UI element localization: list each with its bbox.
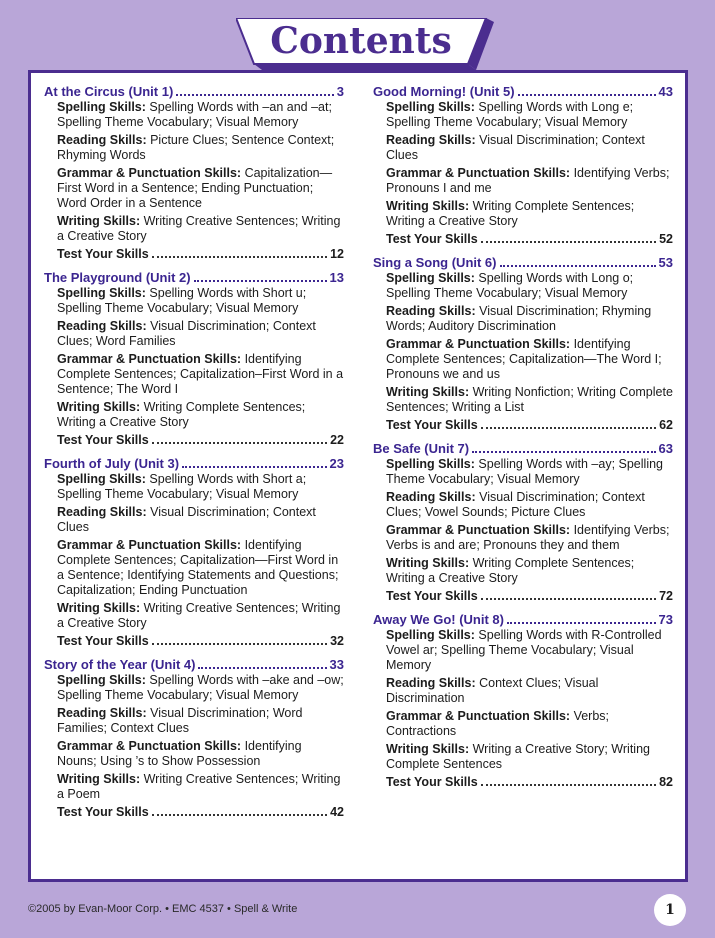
skill-label: Writing Skills: — [57, 400, 141, 414]
unit-title: Good Morning! (Unit 5) — [373, 84, 515, 99]
dot-leader — [152, 442, 327, 444]
skill-entry — [386, 556, 673, 586]
skill-label: Grammar & Punctuation Skills: — [386, 523, 571, 537]
test-your-skills-row[interactable] — [44, 634, 344, 649]
dot-leader — [481, 598, 656, 600]
test-your-skills-row[interactable] — [373, 775, 673, 790]
unit-page-number: 43 — [658, 84, 673, 99]
skill-label: Grammar & Punctuation Skills: — [386, 166, 571, 180]
unit-title: Story of the Year (Unit 4) — [44, 657, 196, 672]
test-label: Test Your Skills — [386, 775, 478, 789]
test-page-number: 52 — [659, 232, 673, 246]
skill-entry — [57, 505, 344, 535]
unit-title: Fourth of July (Unit 3) — [44, 456, 180, 471]
skill-list — [44, 673, 344, 802]
unit-section — [373, 255, 673, 433]
skill-description: Identifying Complete Sentences; Capitalization—The Word I; Pronouns we and us — [386, 337, 662, 381]
unit-section — [44, 270, 344, 448]
test-page-number: 42 — [330, 805, 344, 819]
skill-entry — [57, 739, 344, 769]
unit-title: At the Circus (Unit 1) — [44, 84, 174, 99]
unit-section — [44, 456, 344, 649]
skill-entry — [386, 709, 673, 739]
right-column — [373, 84, 673, 798]
skill-entry — [386, 628, 673, 673]
skill-description: Spelling Words with –ay; Spelling Theme Vocabulary; Visual Memory — [386, 457, 663, 486]
skill-entry — [386, 133, 673, 163]
test-page-number: 32 — [330, 634, 344, 648]
skill-entry — [57, 286, 344, 316]
skill-entry — [386, 523, 673, 553]
skill-label: Grammar & Punctuation Skills: — [57, 166, 242, 180]
test-your-skills-row[interactable] — [44, 805, 344, 820]
skill-entry — [57, 166, 344, 211]
skill-label: Grammar & Punctuation Skills: — [57, 538, 242, 552]
unit-page-number: 73 — [658, 612, 673, 627]
skill-description: Visual Discrimination; Context Clues — [386, 133, 645, 162]
test-page-number: 72 — [659, 589, 673, 603]
page-number: 1 — [654, 894, 686, 926]
skill-label: Writing Skills: — [386, 199, 470, 213]
skill-description: Visual Discrimination; Rhyming Words; Auditory Discrimination — [386, 304, 652, 333]
dot-leader — [481, 241, 656, 243]
skill-list — [373, 100, 673, 229]
test-label: Test Your Skills — [57, 805, 149, 819]
dot-leader — [176, 94, 333, 96]
test-your-skills-row[interactable] — [373, 232, 673, 247]
test-page-number: 82 — [659, 775, 673, 789]
skill-description: Spelling Words with R-Controlled Vowel ar; Spelling Theme Vocabulary; Visual Memory — [386, 628, 662, 672]
skill-description: Capitalization—First Word in a Sentence; Ending Punctuation; Word Order in a Sentence — [57, 166, 333, 210]
unit-page-number: 3 — [336, 84, 344, 99]
unit-title-row[interactable] — [44, 657, 344, 672]
skill-description: Identifying Verbs; Verbs is and are; Pronouns they and them — [386, 523, 670, 552]
dot-leader — [481, 784, 656, 786]
dot-leader — [472, 451, 655, 453]
skill-entry — [386, 199, 673, 229]
skill-description: Context Clues; Visual Discrimination — [386, 676, 599, 705]
copyright-footer: ©2005 by Evan-Moor Corp. • EMC 4537 • Spell & Write — [28, 903, 298, 915]
skill-description: Identifying Verbs; Pronouns I and me — [386, 166, 670, 195]
skill-label: Writing Skills: — [386, 385, 470, 399]
skill-label: Grammar & Punctuation Skills: — [57, 739, 242, 753]
skill-entry — [57, 706, 344, 736]
dot-leader — [194, 280, 327, 282]
unit-page-number: 13 — [329, 270, 344, 285]
skill-description: Spelling Words with Long e; Spelling Theme Vocabulary; Visual Memory — [386, 100, 634, 129]
skill-label: Reading Skills: — [386, 133, 476, 147]
skill-entry — [57, 133, 344, 163]
skill-description: Writing Creative Sentences; Writing a Creative Story — [57, 601, 341, 630]
unit-section — [373, 84, 673, 247]
skill-label: Writing Skills: — [57, 601, 141, 615]
unit-section — [44, 84, 344, 262]
test-page-number: 22 — [330, 433, 344, 447]
skill-list — [44, 472, 344, 631]
skill-label: Reading Skills: — [386, 676, 476, 690]
skill-entry — [57, 214, 344, 244]
skill-label: Spelling Skills: — [386, 628, 475, 642]
dot-leader — [500, 265, 656, 267]
skill-entry — [57, 319, 344, 349]
unit-page-number: 53 — [658, 255, 673, 270]
skill-list — [373, 628, 673, 772]
unit-page-number: 33 — [329, 657, 344, 672]
skill-entry — [57, 772, 344, 802]
skill-label: Writing Skills: — [57, 214, 141, 228]
skill-label: Reading Skills: — [57, 319, 147, 333]
dot-leader — [152, 256, 327, 258]
skill-description: Identifying Complete Sentences; Capitalization—First Word in a Sentence; Identifying Statements and Questions; Capitalization; Ending Punctuation — [57, 538, 339, 597]
test-page-number: 62 — [659, 418, 673, 432]
skill-entry — [57, 538, 344, 598]
unit-title-row[interactable] — [44, 84, 344, 99]
skill-label: Grammar & Punctuation Skills: — [386, 709, 571, 723]
skill-entry — [57, 673, 344, 703]
unit-title-row[interactable] — [373, 255, 673, 270]
skill-description: Verbs; Contractions — [386, 709, 609, 738]
skill-list — [44, 286, 344, 430]
skill-entry — [57, 352, 344, 397]
dot-leader — [507, 622, 656, 624]
skill-label: Reading Skills: — [57, 133, 147, 147]
skill-label: Reading Skills: — [57, 706, 147, 720]
test-your-skills-row[interactable] — [373, 589, 673, 604]
skill-description: Writing Creative Sentences; Writing a Creative Story — [57, 214, 341, 243]
skill-entry — [57, 601, 344, 631]
skill-entry — [57, 100, 344, 130]
skill-entry — [386, 271, 673, 301]
skill-entry — [386, 490, 673, 520]
skill-label: Spelling Skills: — [386, 457, 475, 471]
skill-description: Visual Discrimination; Context Clues — [57, 505, 316, 534]
skill-description: Writing Creative Sentences; Writing a Poem — [57, 772, 341, 801]
skill-description: Spelling Words with –an and –at; Spelling Theme Vocabulary; Visual Memory — [57, 100, 332, 129]
skill-entry — [386, 337, 673, 382]
test-label: Test Your Skills — [57, 247, 149, 261]
unit-section — [373, 441, 673, 604]
skill-label: Grammar & Punctuation Skills: — [386, 337, 571, 351]
skill-entry — [386, 304, 673, 334]
unit-title: Sing a Song (Unit 6) — [373, 255, 497, 270]
page-title: Contents — [270, 20, 452, 62]
unit-section — [373, 612, 673, 790]
dot-leader — [518, 94, 656, 96]
skill-entry — [386, 676, 673, 706]
skill-label: Reading Skills: — [386, 304, 476, 318]
contents-banner — [236, 18, 494, 70]
skill-description: Spelling Words with Long o; Spelling Theme Vocabulary; Visual Memory — [386, 271, 634, 300]
test-label: Test Your Skills — [386, 589, 478, 603]
skill-label: Writing Skills: — [386, 556, 470, 570]
skill-entry — [386, 166, 673, 196]
skill-description: Identifying Nouns; Using ’s to Show Possession — [57, 739, 302, 768]
dot-leader — [152, 814, 327, 816]
skill-label: Spelling Skills: — [57, 286, 146, 300]
skill-description: Picture Clues; Sentence Context; Rhyming Words — [57, 133, 335, 162]
left-column — [44, 84, 344, 828]
skill-entry — [386, 100, 673, 130]
test-label: Test Your Skills — [386, 418, 478, 432]
unit-page-number: 63 — [658, 441, 673, 456]
skill-list — [373, 271, 673, 415]
skill-description: Spelling Words with Short u; Spelling Theme Vocabulary; Visual Memory — [57, 286, 307, 315]
skill-label: Spelling Skills: — [386, 100, 475, 114]
skill-label: Writing Skills: — [386, 742, 470, 756]
skill-label: Writing Skills: — [57, 772, 141, 786]
skill-description: Writing Complete Sentences; Writing a Creative Story — [386, 199, 635, 228]
skill-description: Writing Nonfiction; Writing Complete Sentences; Writing a List — [386, 385, 673, 414]
unit-title-row[interactable] — [44, 456, 344, 471]
unit-title: Away We Go! (Unit 8) — [373, 612, 504, 627]
skill-label: Spelling Skills: — [57, 100, 146, 114]
skill-description: Spelling Words with –ake and –ow; Spelling Theme Vocabulary; Visual Memory — [57, 673, 344, 702]
unit-page-number: 23 — [329, 456, 344, 471]
skill-label: Reading Skills: — [386, 490, 476, 504]
skill-description: Visual Discrimination; Context Clues; Vowel Sounds; Picture Clues — [386, 490, 645, 519]
test-label: Test Your Skills — [57, 634, 149, 648]
skill-entry — [386, 385, 673, 415]
skill-list — [373, 457, 673, 586]
unit-title: Be Safe (Unit 7) — [373, 441, 470, 456]
unit-title-row[interactable] — [373, 612, 673, 627]
skill-entry — [57, 472, 344, 502]
skill-label: Spelling Skills: — [57, 472, 146, 486]
skill-entry — [386, 457, 673, 487]
skill-list — [44, 100, 344, 244]
skill-description: Writing Complete Sentences; Writing a Creative Story — [386, 556, 635, 585]
unit-section — [44, 657, 344, 820]
skill-label: Reading Skills: — [57, 505, 147, 519]
skill-description: Writing a Creative Story; Writing Complete Sentences — [386, 742, 650, 771]
test-page-number: 12 — [330, 247, 344, 261]
skill-label: Grammar & Punctuation Skills: — [57, 352, 242, 366]
unit-title-row[interactable] — [373, 441, 673, 456]
test-label: Test Your Skills — [386, 232, 478, 246]
skill-description: Visual Discrimination; Word Families; Context Clues — [57, 706, 303, 735]
unit-title: The Playground (Unit 2) — [44, 270, 191, 285]
dot-leader — [198, 667, 326, 669]
test-your-skills-row[interactable] — [44, 433, 344, 448]
skill-description: Spelling Words with Short a; Spelling Theme Vocabulary; Visual Memory — [57, 472, 307, 501]
skill-description: Identifying Complete Sentences; Capitalization–First Word in a Sentence; The Word I — [57, 352, 344, 396]
skill-label: Spelling Skills: — [57, 673, 146, 687]
test-your-skills-row[interactable] — [373, 418, 673, 433]
skill-description: Writing Complete Sentences; Writing a Creative Story — [57, 400, 306, 429]
skill-description: Visual Discrimination; Context Clues; Word Families — [57, 319, 316, 348]
skill-entry — [386, 742, 673, 772]
dot-leader — [152, 643, 327, 645]
dot-leader — [481, 427, 656, 429]
skill-entry — [57, 400, 344, 430]
test-your-skills-row[interactable] — [44, 247, 344, 262]
dot-leader — [182, 466, 326, 468]
unit-title-row[interactable] — [373, 84, 673, 99]
skill-label: Spelling Skills: — [386, 271, 475, 285]
test-label: Test Your Skills — [57, 433, 149, 447]
unit-title-row[interactable] — [44, 270, 344, 285]
